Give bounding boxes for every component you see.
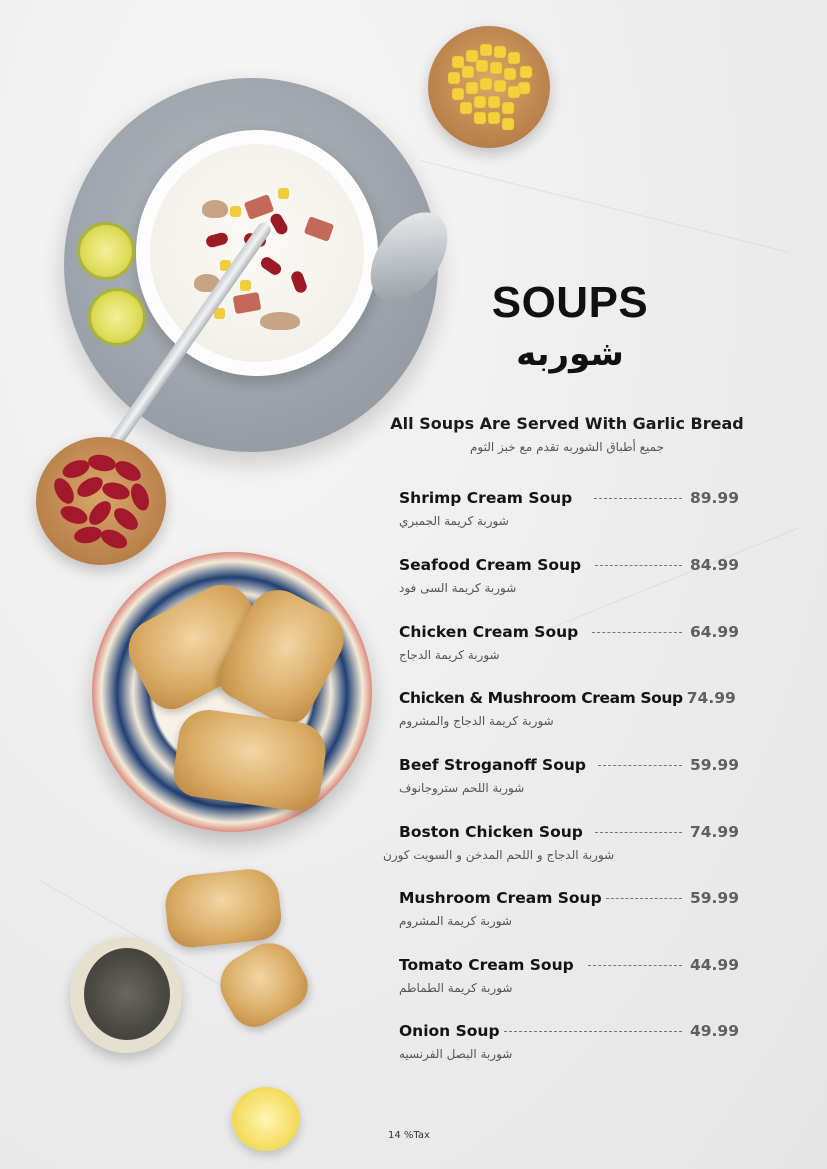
- meat-piece: [304, 216, 335, 242]
- item-name: Boston Chicken Soup: [399, 823, 583, 841]
- item-price: 74.99: [686, 689, 736, 707]
- menu-item: [399, 556, 739, 595]
- mushroom-slice: [202, 200, 228, 218]
- item-name: Chicken Cream Soup: [399, 623, 579, 641]
- item-name-arabic: شوربة الدجاج و اللحم المدخن و السويت كورن: [383, 848, 615, 862]
- item-name-arabic: شوربة كريمة الجمبري: [399, 514, 509, 528]
- item-price: 64.99: [689, 623, 739, 641]
- item-name-arabic: شوربة كريمة الدجاج والمشروم: [399, 714, 554, 728]
- lemon-slice-image: [77, 222, 135, 280]
- marble-vein: [420, 160, 789, 253]
- garlic-bread-image: [163, 866, 284, 950]
- kidney-bean: [205, 231, 229, 248]
- item-name-arabic: شوربة كريمة الطماطم: [399, 981, 513, 995]
- corn-kernel: [230, 206, 241, 217]
- item-name: Onion Soup: [399, 1022, 500, 1040]
- corn-bowl-image: [428, 26, 550, 148]
- item-price: 49.99: [689, 1022, 739, 1040]
- corn-kernel: [240, 280, 251, 291]
- page-title: SOUPS: [491, 278, 649, 327]
- dotted-leader: [504, 1031, 682, 1032]
- mushroom-slice: [260, 312, 300, 330]
- item-name-arabic: شوربة البصل الفرنسيه: [399, 1047, 513, 1061]
- lemon-half-image: [232, 1087, 300, 1151]
- item-price: 44.99: [689, 956, 739, 974]
- item-price: 84.99: [689, 556, 739, 574]
- meat-piece: [244, 194, 275, 220]
- corn-kernel: [278, 188, 289, 199]
- item-name-arabic: شوربة كريمة الدجاج: [399, 648, 500, 662]
- garlic-bread-image: [209, 932, 316, 1035]
- cream-soup-image: [150, 144, 364, 362]
- bean-bowl-image: [36, 437, 166, 565]
- item-name: Seafood Cream Soup: [399, 556, 582, 574]
- kidney-bean: [268, 211, 289, 236]
- menu-item: [399, 623, 739, 662]
- dotted-leader: [598, 765, 682, 766]
- item-name: Mushroom Cream Soup: [399, 889, 602, 907]
- dotted-leader: [606, 898, 682, 899]
- corn-kernels-icon: [428, 26, 550, 148]
- item-price: 59.99: [689, 756, 739, 774]
- menu-item: [399, 1022, 739, 1061]
- menu-item: [399, 756, 739, 795]
- item-price: 59.99: [689, 889, 739, 907]
- menu-item: [399, 489, 739, 528]
- kidney-bean: [259, 255, 284, 277]
- lemon-slice-image: [88, 288, 146, 346]
- kidney-bean: [290, 270, 309, 295]
- menu-item: [399, 689, 739, 728]
- dotted-leader: [595, 565, 682, 566]
- page-title-arabic: شوربه: [516, 334, 624, 374]
- dotted-leader: [594, 498, 682, 499]
- dotted-leader: [595, 832, 682, 833]
- item-name: Chicken & Mushroom Cream Soup: [399, 689, 683, 707]
- subtitle: All Soups Are Served With Garlic Bread: [390, 414, 744, 433]
- item-price: 89.99: [689, 489, 739, 507]
- item-name-arabic: شوربة كريمة المشروم: [399, 914, 512, 928]
- tax-note: 14 %Tax: [388, 1130, 430, 1141]
- kidney-beans-icon: [36, 437, 166, 565]
- item-name-arabic: شوربة اللحم ستروجانوف: [399, 781, 525, 795]
- item-name: Tomato Cream Soup: [399, 956, 574, 974]
- menu-item: [383, 823, 739, 862]
- dotted-leader: [592, 632, 682, 633]
- menu-item: [399, 956, 739, 995]
- item-name-arabic: شوربة كريمة السى فود: [399, 581, 517, 595]
- meat-piece: [233, 292, 262, 314]
- subtitle-arabic: جميع أطباق الشوربه تقدم مع خبز الثوم: [469, 440, 665, 454]
- menu-item: [399, 889, 739, 928]
- item-name: Beef Stroganoff Soup: [399, 756, 586, 774]
- dotted-leader: [588, 965, 682, 966]
- item-price: 74.99: [689, 823, 739, 841]
- black-pepper-image: [84, 948, 170, 1040]
- item-name: Shrimp Cream Soup: [399, 489, 573, 507]
